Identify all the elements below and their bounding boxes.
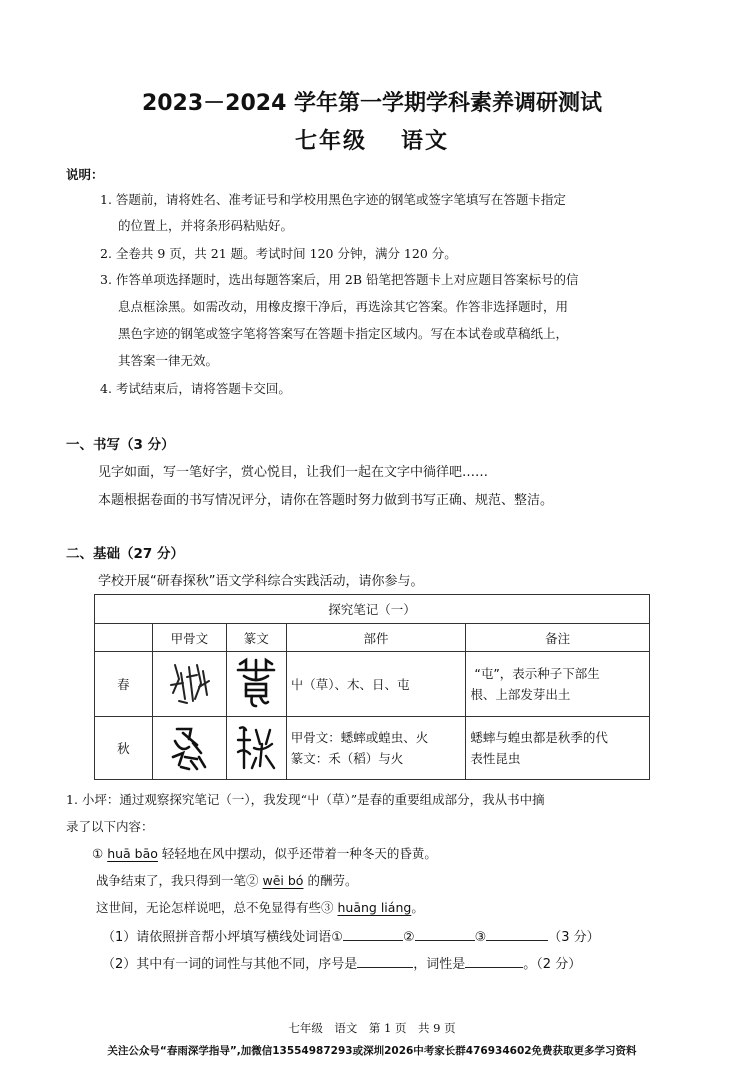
sentence-3 bbox=[96, 899, 424, 917]
sentence-2 bbox=[96, 872, 357, 890]
pinyin-prompt: huā bāo bbox=[107, 846, 158, 861]
row-char: 春 bbox=[95, 652, 153, 717]
section2-heading: 二、基础（27 分） bbox=[66, 546, 184, 562]
table-row bbox=[95, 652, 650, 717]
score-label: （3 分） bbox=[548, 930, 600, 945]
answer-blank-1[interactable] bbox=[343, 926, 403, 941]
oracle-bone-glyph bbox=[152, 717, 226, 780]
row-note-line: 蟋蟀与蝗虫都是秋季的代 bbox=[470, 730, 608, 745]
score-label: 。（2 分） bbox=[523, 957, 582, 972]
section1-line: 本题根据卷面的书写情况评分，请你在答题时努力做到书写正确、规范、整洁。 bbox=[98, 493, 554, 508]
page-footer: 七年级 语文 第 1 页 共 9 页 bbox=[288, 1021, 456, 1035]
grade-label: 七年级 bbox=[294, 129, 367, 154]
seal-glyph bbox=[226, 652, 286, 717]
row-note bbox=[466, 717, 650, 780]
answer-blank-2[interactable] bbox=[415, 926, 475, 941]
instruction-line: 2. 全卷共 9 页，共 21 题。考试时间 120 分钟，满分 120 分。 bbox=[100, 246, 457, 261]
subquestion-1 bbox=[102, 926, 600, 945]
oracle-bone-chun-glyph bbox=[167, 659, 211, 707]
instruction-line: 4. 考试结束后，请将答题卡交回。 bbox=[100, 381, 291, 396]
subquestion-text: ，词性是 bbox=[413, 957, 466, 972]
pinyin-prompt: wēi bó bbox=[262, 873, 304, 888]
pinyin-prompt: huāng liáng bbox=[337, 900, 412, 915]
row-note bbox=[466, 652, 650, 717]
section2-intro: 学校开展“研春探秋”语文学科综合实践活动，请你参与。 bbox=[98, 574, 424, 589]
subquestion-text: （1）请依照拼音帮小坪填写横线处词语① bbox=[102, 930, 343, 945]
instructions-heading: 说明： bbox=[66, 167, 104, 182]
promo-text: 关注公众号“春雨深学指导”,加微信13554987293或深圳2026中考家长群476934602免费获取更多学习资料 bbox=[107, 1045, 637, 1057]
row-parts bbox=[286, 717, 466, 780]
section1-heading: 一、书写（3 分） bbox=[66, 437, 175, 453]
instruction-line: 黑色字迹的钢笔或签字笔将答案写在答题卡指定区域内。写在本试卷或草稿纸上， bbox=[118, 326, 569, 341]
instruction-line: 的位置上，并将条形码粘贴好。 bbox=[118, 218, 294, 233]
subquestion-2 bbox=[102, 953, 581, 972]
oracle-bone-qiu-glyph bbox=[167, 723, 211, 771]
circled-number: ① bbox=[92, 846, 104, 861]
table-header: 篆文 bbox=[226, 624, 286, 652]
question1-stem: 1. 小坪：通过观察探究笔记（一），我发现“屮（草）”是春的重要组成部分，我从书中摘 bbox=[66, 792, 545, 807]
sentence-text: 战争结束了，我只得到一笔② bbox=[96, 873, 259, 888]
answer-blank-3[interactable] bbox=[486, 926, 548, 941]
instruction-line: 息点框涂黑。如需改动，用橡皮擦干净后，再选涂其它答案。作答非选择题时，用 bbox=[118, 299, 569, 314]
sentence-text: 。 bbox=[411, 900, 424, 915]
answer-blank-pos[interactable] bbox=[465, 953, 523, 968]
table-header: 备注 bbox=[466, 624, 650, 652]
row-parts-line: 篆文：禾（稻）与火 bbox=[290, 751, 404, 766]
instruction-line: 3. 作答单项选择题时，选出每题答案后，用 2B 铅笔把答题卡上对应题目答案标号的信 bbox=[100, 272, 579, 287]
instruction-line: 其答案一律无效。 bbox=[118, 353, 219, 368]
subject-label: 语文 bbox=[401, 129, 450, 154]
blank-marker: ③ bbox=[474, 930, 487, 945]
exam-subtitle bbox=[0, 124, 744, 155]
blank-marker: ② bbox=[402, 930, 415, 945]
sentence-text: 的酬劳。 bbox=[307, 873, 358, 888]
table-header: 部件 bbox=[286, 624, 466, 652]
sentence-1 bbox=[92, 845, 437, 863]
answer-blank-number[interactable] bbox=[357, 953, 413, 968]
row-char: 秋 bbox=[95, 717, 153, 780]
question1-stem: 录了以下内容： bbox=[66, 819, 154, 834]
research-notes-table bbox=[94, 594, 650, 780]
section1-line: 见字如面，写一笔好字，赏心悦目，让我们一起在文字中徜徉吧…… bbox=[98, 465, 489, 480]
table-header: 甲骨文 bbox=[152, 624, 226, 652]
subquestion-text: （2）其中有一词的词性与其他不同，序号是 bbox=[102, 957, 358, 972]
table-header bbox=[95, 624, 153, 652]
table-caption: 探究笔记（一） bbox=[95, 595, 650, 624]
row-parts-line: 甲骨文：蟋蟀或蝗虫、火 bbox=[290, 730, 429, 745]
row-note-line: “屯”，表示种子下部生 bbox=[474, 666, 600, 681]
sentence-text: 这世间，无论怎样说吧，总不免显得有些③ bbox=[96, 900, 334, 915]
row-parts: 屮（草）、木、日、屯 bbox=[286, 652, 466, 717]
seal-qiu-glyph bbox=[234, 722, 278, 772]
oracle-bone-glyph bbox=[152, 652, 226, 717]
seal-glyph bbox=[226, 717, 286, 780]
seal-chun-glyph bbox=[234, 656, 278, 710]
row-note-line: 根、上部发芽出土 bbox=[470, 687, 571, 702]
row-note-line: 表性昆虫 bbox=[470, 751, 521, 766]
sentence-text: 轻轻地在风中摆动，似乎还带着一种冬天的昏黄。 bbox=[161, 846, 437, 861]
table-row bbox=[95, 717, 650, 780]
exam-title: 2023－2024 学年第一学期学科素养调研测试 bbox=[141, 91, 603, 116]
instruction-line: 1. 答题前，请将姓名、准考证号和学校用黑色字迹的钢笔或签字笔填写在答题卡指定 bbox=[100, 192, 566, 207]
